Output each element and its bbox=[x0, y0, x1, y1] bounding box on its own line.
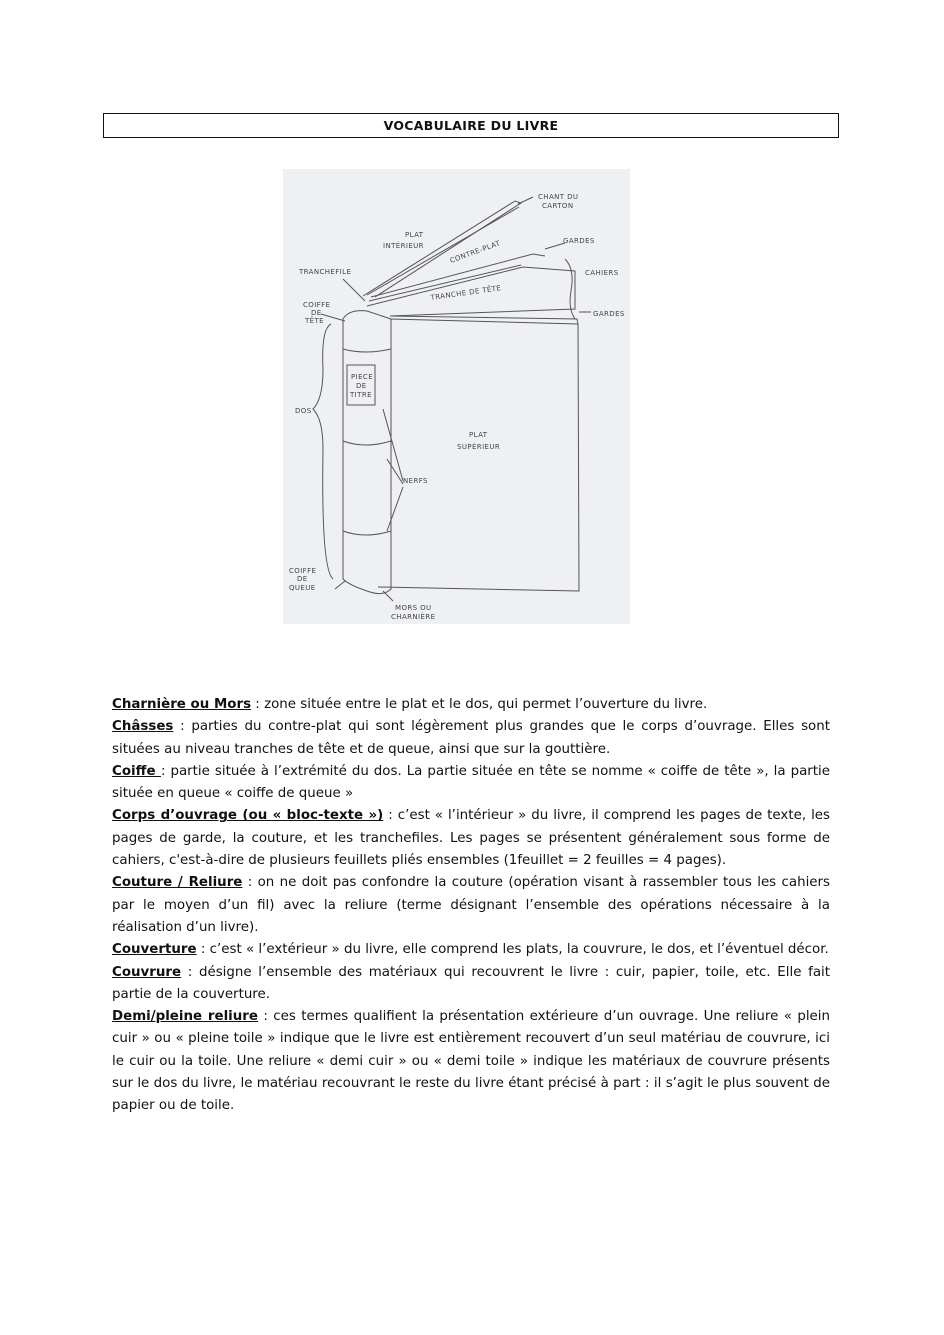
definition-text: : parties du contre-plat qui sont légèrement plus grandes que le corps d’ouvrage. Elles sont situées au niveau tranches de tête et de queue, ainsi que sur la gouttière. bbox=[112, 719, 830, 757]
label-plat-interieur-2: INTÉRIEUR bbox=[383, 242, 424, 250]
definition-text: : zone située entre le plat et le dos, qui permet l’ouverture du livre. bbox=[251, 697, 708, 712]
label-dos: DOS bbox=[295, 407, 312, 415]
label-coiffe-de-queue-1: COIFFE bbox=[289, 567, 317, 575]
definition-coiffe bbox=[112, 761, 830, 806]
label-piece-de-titre-3: TITRE bbox=[350, 391, 372, 399]
definition-term: Demi/pleine reliure bbox=[112, 1009, 258, 1025]
label-coiffe-de-queue-2: DE bbox=[297, 575, 308, 583]
label-cahiers: CAHIERS bbox=[585, 269, 619, 277]
label-coiffe-de-tete-1: COIFFE bbox=[303, 301, 331, 309]
definition-term: Couvrure bbox=[112, 964, 182, 980]
label-piece-de-titre-2: DE bbox=[356, 382, 367, 390]
label-mors-1: MORS OU bbox=[395, 604, 432, 612]
definition-charniere bbox=[112, 694, 830, 716]
book-diagram-photo bbox=[283, 169, 630, 624]
label-gardes-top: GARDES bbox=[563, 237, 595, 245]
book-diagram bbox=[283, 169, 630, 624]
definition-couvrure bbox=[112, 962, 830, 1007]
definition-demi-pleine-reliure bbox=[112, 1006, 830, 1117]
definition-term: Couture / Reliure bbox=[112, 875, 243, 891]
label-coiffe-de-tete-3: TÊTE bbox=[305, 317, 324, 325]
definition-text: : désigne l’ensemble des matériaux qui recouvrent le livre : cuir, papier, toile, etc. Elle fait partie de la couverture. bbox=[112, 964, 830, 1002]
definition-text: : partie située à l’extrémité du dos. La partie située en tête se nomme « coiffe de tête », la partie située en queue « coiffe de queue » bbox=[112, 763, 830, 802]
definition-term: Couverture bbox=[112, 942, 197, 958]
page-title: VOCABULAIRE DU LIVRE bbox=[383, 118, 559, 133]
definition-text: : c’est « l’extérieur » du livre, elle comprend les plats, la couvrure, le dos, et l’éventuel décor. bbox=[196, 942, 829, 958]
label-piece-de-titre-1: PIECE bbox=[351, 373, 374, 381]
definition-text: : on ne doit pas confondre la couture (opération visant à rassembler tous les cahiers par le moyen d’un fil) avec la reliure (terme désignant l’ensemble des opérations nécessaire à la réalisation d’un livre). bbox=[112, 875, 831, 935]
label-plat-superieur-2: SUPÉRIEUR bbox=[457, 443, 501, 451]
definition-chasses bbox=[112, 716, 830, 761]
label-gardes-bottom: GARDES bbox=[593, 310, 625, 318]
definition-term: Corps d’ouvrage (ou « bloc-texte ») bbox=[112, 808, 384, 824]
definition-corps-ouvrage bbox=[112, 805, 830, 872]
label-nerfs: NERFS bbox=[403, 477, 428, 485]
label-coiffe-de-tete-2: DE bbox=[311, 309, 322, 317]
label-mors-2: CHARNIÈRE bbox=[391, 613, 436, 621]
label-contre-plat: CONTRE-PLAT bbox=[448, 239, 502, 265]
definition-text: : ces termes qualifient la présentation extérieure d’un ouvrage. Une reliure « plein cuir » ou « pleine toile » indique que le livre est entièrement recouvert d’un seul matériau de couvrure, ici le cuir ou la toile. Une reliure « demi cuir » ou « demi toile » indique les matériaux de couvrure présents sur le dos du livre, le matériau recouvrant le reste du livre étant précisé à part : il s’agit le plus souvent de papier ou de toile. bbox=[112, 1009, 831, 1114]
label-chant-du-carton-2: CARTON bbox=[542, 202, 574, 210]
definition-term: Coiffe bbox=[112, 763, 161, 779]
definition-text: : c’est « l’intérieur » du livre, il comprend les pages de texte, les pages de garde, la couture, et les tranchefiles. Les pages se présentent généralement sous forme de cahiers, c'est-à-dire de plusieurs feuillets pliés ensembles (1feuillet = 2 feuilles = 4 pages). bbox=[112, 808, 831, 869]
definition-couture-reliure bbox=[112, 872, 830, 939]
definition-term: Châsses bbox=[112, 719, 174, 735]
page-title-box bbox=[103, 113, 839, 138]
label-tranchefile: TRANCHEFILE bbox=[299, 268, 352, 276]
label-tranche-de-tete: TRANCHE DE TÊTE bbox=[430, 284, 502, 302]
definition-couverture bbox=[112, 939, 830, 961]
label-coiffe-de-queue-3: QUEUE bbox=[289, 584, 316, 592]
label-chant-du-carton-1: CHANT DU bbox=[538, 193, 579, 201]
label-plat-superieur-1: PLAT bbox=[469, 431, 488, 439]
definition-term: Charnière ou Mors bbox=[112, 697, 252, 712]
definitions-list bbox=[112, 694, 830, 1118]
label-plat-interieur-1: PLAT bbox=[405, 231, 424, 239]
